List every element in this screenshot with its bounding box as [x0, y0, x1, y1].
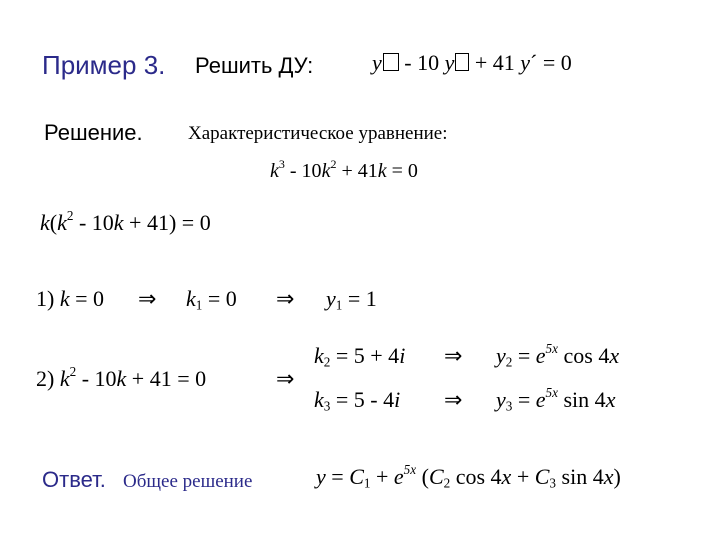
implies-arrow-4: ⇒	[444, 343, 463, 368]
ode-equation: y - 10 y + 41 y´ = 0	[372, 50, 572, 75]
characteristic-equation: $k^3 - 10k^2 + 41k = 0$	[270, 157, 418, 182]
prime-glyph	[455, 53, 469, 71]
solution-label: Решение.	[44, 120, 143, 145]
factored-equation: $k(k^2 - 10k + 41) = 0$	[40, 208, 211, 235]
general-solution-formula: $y = C_1 + e^{5x}$ ($C_2$ $\cos 4x + C_3$ sin 4x)	[316, 462, 621, 491]
characteristic-label: Характеристическое уравнение:	[188, 123, 448, 144]
implies-arrow-2: ⇒	[276, 286, 295, 311]
solution-y2: $y_2 = e^{5x}$ cos 4x	[496, 341, 620, 370]
root-k2: $k_2 = 5 + 4i$	[314, 343, 406, 370]
answer-label: Ответ.	[42, 467, 106, 492]
root-k3: $k_3 = 5 - 4i$	[314, 387, 401, 414]
case-2-equation: 2) $k^2 - 10k + 41 = 0$	[36, 364, 207, 391]
task-label: Решить ДУ:	[195, 53, 314, 78]
implies-arrow-3: ⇒	[276, 366, 295, 391]
case-1-row: 1) k = 0	[36, 286, 105, 311]
example-title: Пример 3.	[42, 50, 166, 80]
implies-arrow-1: ⇒	[138, 286, 157, 311]
double-prime-glyph	[383, 53, 399, 71]
case-1-solution: $y_1 = 1$	[326, 286, 377, 313]
answer-text: Общее решение	[123, 471, 253, 492]
case-1-root: $k_1 = 0$	[186, 286, 237, 313]
solution-y3: $y_3 = e^{5x}$ sin 4x	[496, 385, 616, 414]
implies-arrow-5: ⇒	[444, 387, 463, 412]
